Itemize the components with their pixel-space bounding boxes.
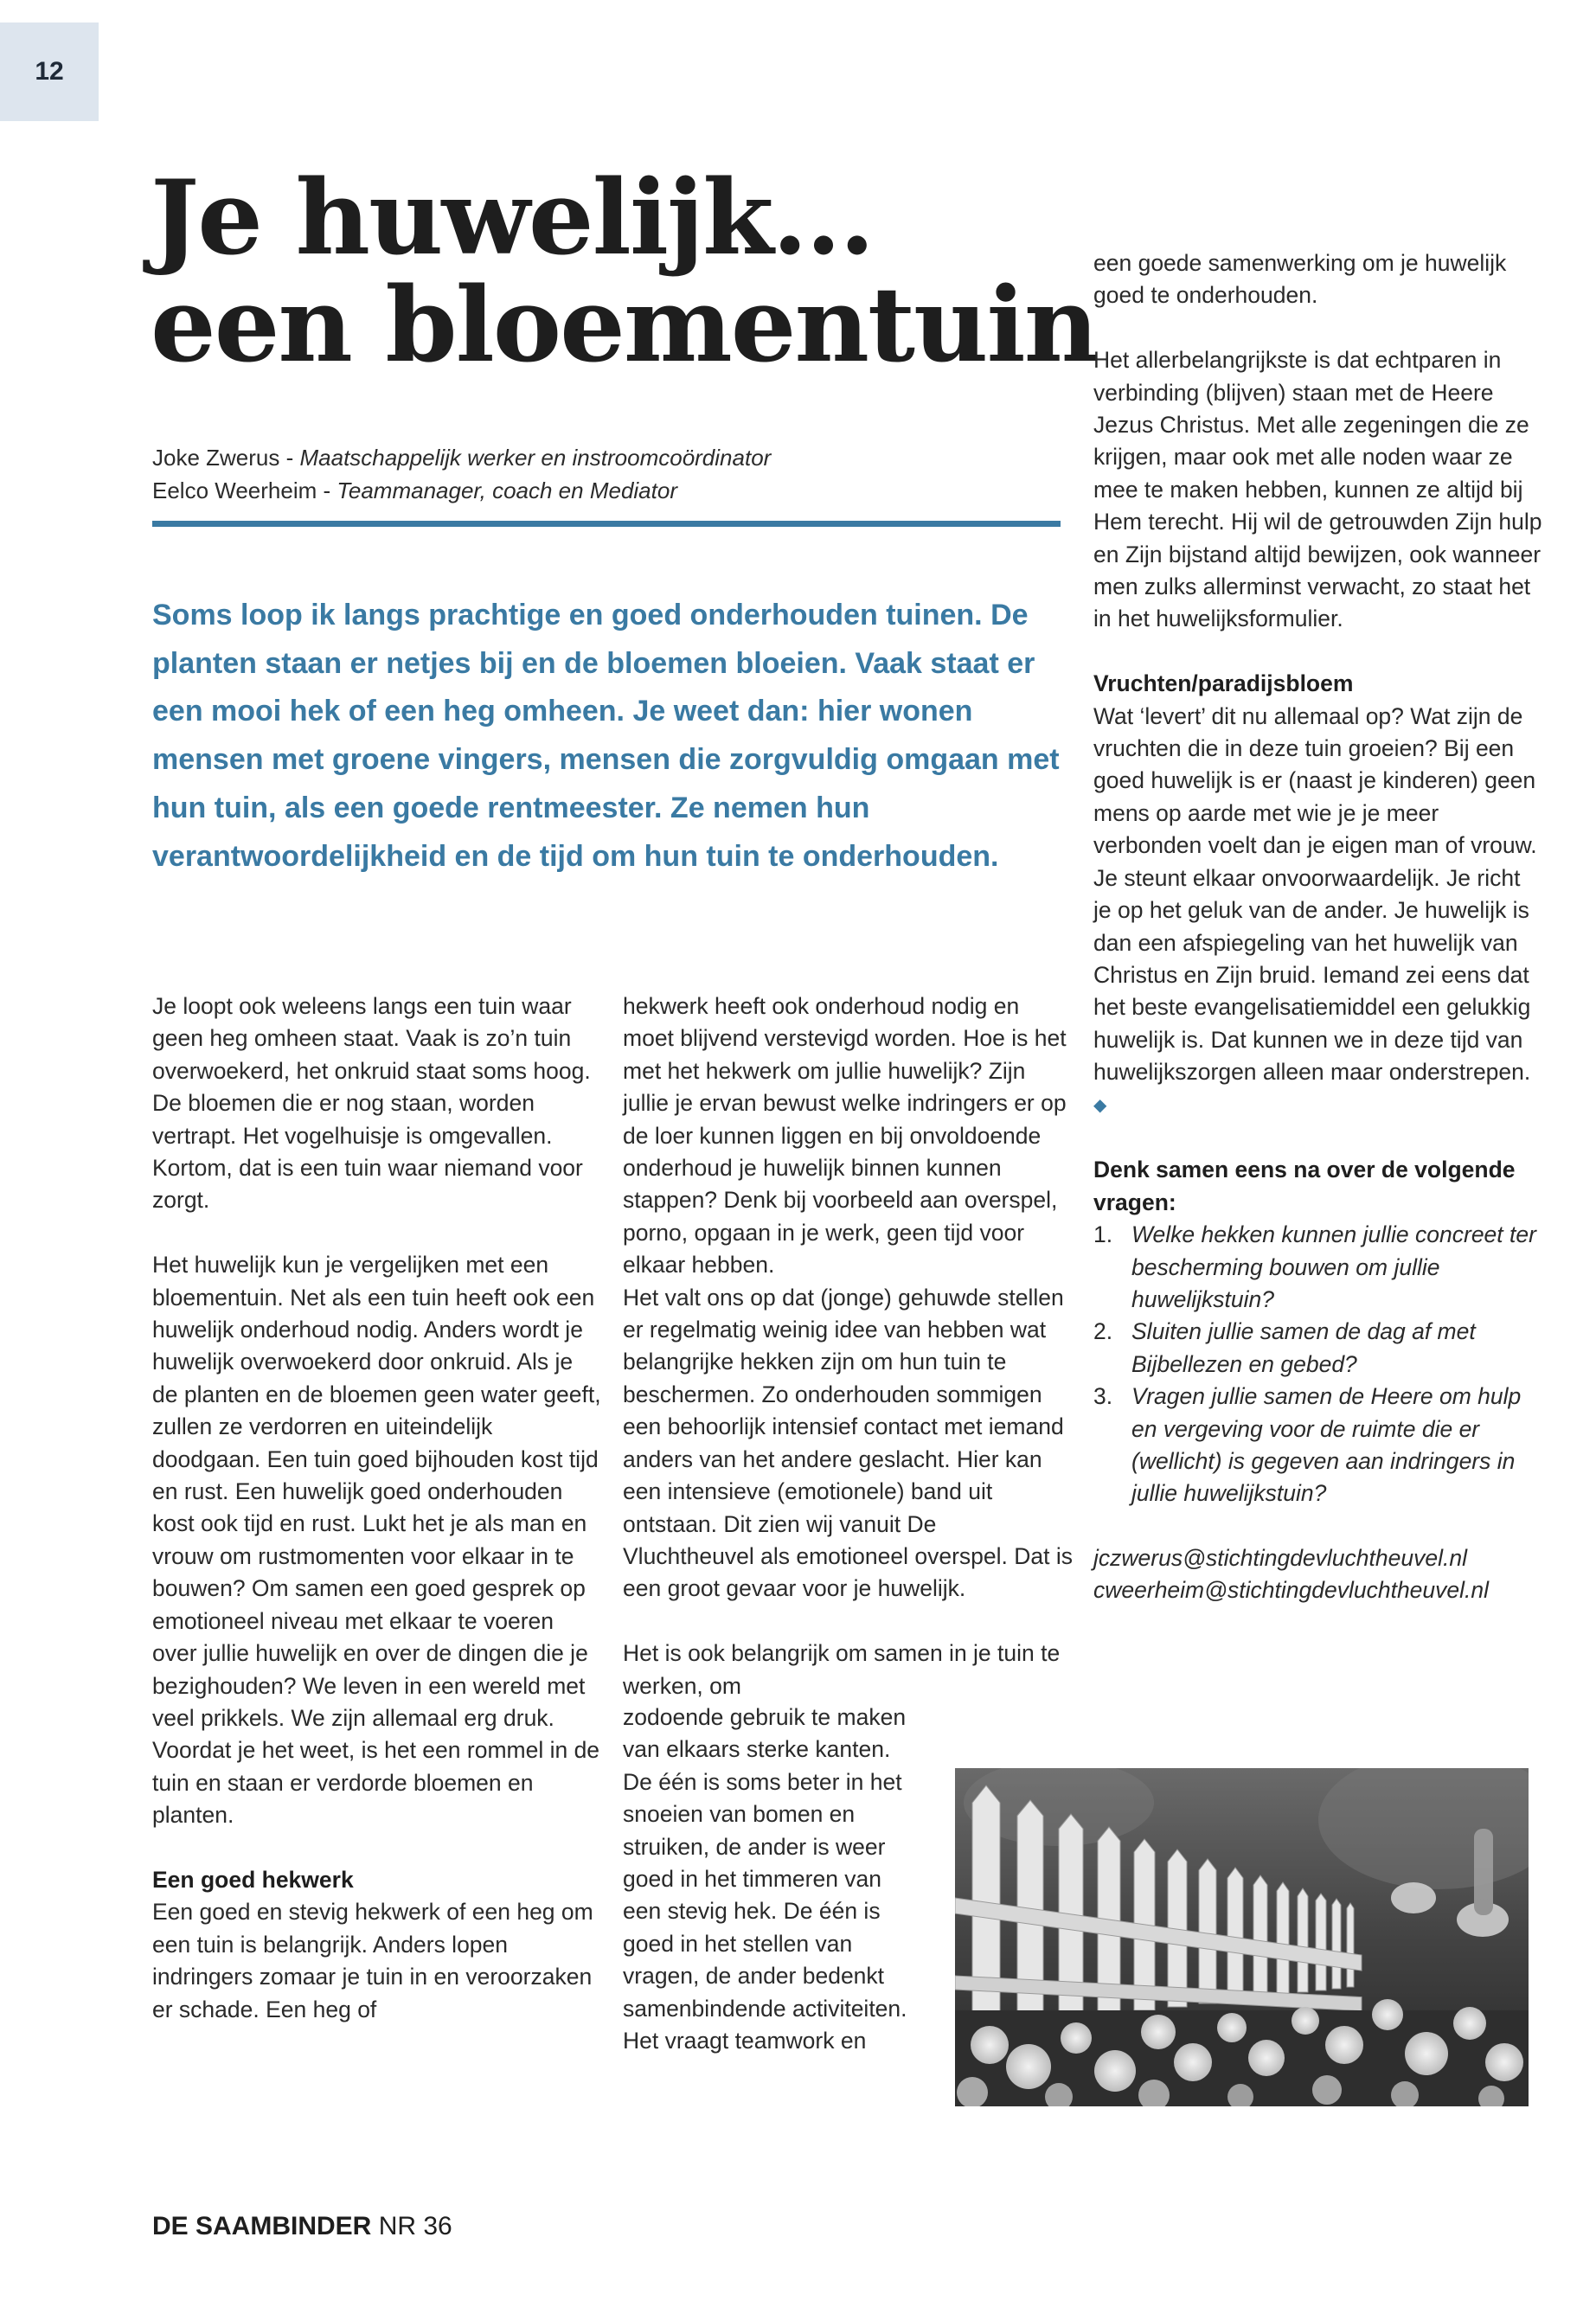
column-1: [152, 990, 602, 2026]
email-link-2[interactable]: cweerheim@stichtingdevluchtheuvel.nl: [1093, 1577, 1490, 1604]
question-text: Vragen jullie samen de Heere om hulp en vergeving voor de ruimte die er (wellicht) is gegeven aan indringers in jullie huwelijkstuin?: [1131, 1383, 1522, 1507]
email-link-1[interactable]: jczwerus@stichtingdevluchtheuvel.nl: [1093, 1544, 1467, 1571]
col1-paragraph-3: Een goed en stevig hekwerk of een heg om een tuin is belangrijk. Anders lopen indringers zomaar je tuin in en veroorzaken er schade. Een heg of: [152, 1899, 593, 2022]
col3-heading-2: Denk samen eens na over de volgende vragen:: [1093, 1157, 1516, 1215]
column-3: [1093, 247, 1543, 1607]
flower-bed: [955, 1999, 1529, 2106]
magazine-name: DE SAAMBINDER: [152, 2212, 372, 2240]
col3-paragraph-2: Het allerbelangrijkste is dat echtparen in verbinding (blijven) staan met de Heere Jezus Christus. Met alle zegeningen die ze krijgen, maar ook met alle noden waar ze mee te maken hebben, kunnen ze altijd bij Hem terecht. Hij wil de getrouwden Zijn hulp en Zijn bijstand altijd bewijzen, ook wanneer men zulks allerminst verwacht, zo staat het in het huwelijksformulier.: [1093, 347, 1542, 632]
header-divider: [152, 521, 1061, 527]
author-1-name: Joke Zwerus -: [152, 445, 300, 471]
col2-paragraph-3a: Het is ook belangrijk om samen in je tuin te werken, om: [623, 1640, 1061, 1699]
question-item: [1093, 1219, 1543, 1316]
question-number: 1.: [1093, 1221, 1113, 1248]
author-credits: [152, 441, 771, 507]
col1-heading: Een goed hekwerk: [152, 1866, 354, 1893]
question-item: [1093, 1381, 1543, 1510]
author-2: [152, 474, 771, 507]
fence-flowers-photo: [955, 1768, 1529, 2106]
title-line-2: een bloementuin: [151, 265, 1098, 386]
question-text: Sluiten jullie samen de dag af met Bijbellezen en gebed?: [1131, 1318, 1476, 1377]
intro-lead: Soms loop ik langs prachtige en goed onderhouden tuinen. De planten staan er netjes bij en de bloemen bloeien. Vaak staat er een mooi hek of een heg omheen. Je weet dan: hier wonen mensen met groene vingers, mensen die zorgvuldig omgaan met hun tuin, als een goede rentmeester. Ze nemen hun verantwoordelijkheid en de tijd om hun tuin te onderhouden.: [152, 599, 1060, 873]
col3-paragraph-1: een goede samenwerking om je huwelijk goed te onderhouden.: [1093, 250, 1507, 309]
question-item: [1093, 1316, 1543, 1381]
contact-emails: [1093, 1542, 1543, 1607]
question-text: Welke hekken kunnen jullie concreet ter bescherming bouwen om jullie huwelijkstuin?: [1131, 1221, 1536, 1312]
fence-flowers-illustration: [955, 1768, 1529, 2106]
col2-paragraph-3b: zodoende gebruik te maken van elkaars sterke kanten. De één is soms beter in het snoeien van bomen en struiken, de ander is weer goed in het timmeren van een stevig hek. De één is goed in het stellen van vragen, de ander bedenkt samenbindende activiteiten. Het vraagt teamwork en: [623, 1704, 907, 2054]
col2-paragraph-1: hekwerk heeft ook onderhoud nodig en moet blijvend verstevigd worden. Hoe is het met het hekwerk om jullie huwelijk? Zijn jullie je ervan bewust welke indringers er op de loer kunnen liggen en bij onvoldoende onderhoud je huwelijk binnen kunnen stappen? Denk bij voorbeeld aan overspel, porno, opgaan in je werk, geen tijd voor elkaar hebben.: [623, 993, 1067, 1279]
col2-paragraph-2: Het valt ons op dat (jonge) gehuwde stellen er regelmatig weinig idee van hebben wat belangrijke hekken zijn om hun tuin te beschermen. Zo onderhouden sommigen een behoorlijk intensief contact met iemand anders van het andere geslacht. Hier kan een intensieve (emotionele) band uit ontstaan. Dit zien wij vanuit De Vluchtheuvel als emotioneel overspel. Dat is een groot gevaar voor je huwelijk.: [623, 1284, 1073, 1602]
question-list: [1093, 1219, 1543, 1510]
author-2-name: Eelco Weerheim -: [152, 478, 337, 503]
column-2-wrap: [623, 1702, 926, 2057]
col1-paragraph-2: Het huwelijk kun je vergelijken met een bloementuin. Net als een tuin heeft ook een huwelijk onderhoud nodig. Anders wordt je huwelijk overwoekerd door onkruid. Als je de planten en de bloemen geen water geeft, zullen ze verdorren en uiteindelijk doodgaan. Een tuin goed bijhouden kost tijd en rust. Een huwelijk goed onderhouden kost ook tijd en rust. Lukt het je als man en vrouw om rustmomenten voor elkaar in te bouwen? Om samen een goed gesprek op emotioneel niveau met elkaar te voeren over jullie huwelijk en over de dingen die je bezighouden? We leven in een wereld met veel prikkels. We zijn allemaal erg druk. Voordat je het weet, is het een rommel in de tuin en staan er verdorde bloemen en planten.: [152, 1252, 601, 1829]
end-mark-icon: ◆: [1093, 1095, 1107, 1115]
magazine-footer: [152, 2212, 452, 2241]
page-number: 12: [0, 22, 99, 121]
title-line-1: Je huwelijk…: [151, 157, 874, 279]
column-2: [623, 990, 1073, 1702]
col1-paragraph-1: Je loopt ook weleens langs een tuin waar geen heg omheen staat. Vaak is zo’n tuin overwoekerd, het onkruid staat soms hoog. De bloemen die er nog staan, worden vertrapt. Het vogelhuisje is omgevallen. Kortom, dat is een tuin waar niemand voor zorgt.: [152, 993, 591, 1214]
author-1: [152, 441, 771, 474]
issue-number: NR 36: [371, 2212, 452, 2240]
question-number: 2.: [1093, 1318, 1113, 1345]
question-number: 3.: [1093, 1383, 1113, 1410]
author-2-role: Teammanager, coach en Mediator: [337, 478, 677, 503]
col3-paragraph-3-text: Wat ‘levert’ dit nu allemaal op? Wat zijn de vruchten die in deze tuin groeien? Bij een goed huwelijk is er (naast je kinderen) geen mens op aarde met wie je je meer verbonden voelt dan je eigen man of vrouw. Je steunt elkaar onvoorwaardelijk. Je richt je op het geluk van de ander. Je huwelijk is dan een afspiegeling van het huwelijk van Christus en Zijn bruid. Iemand zei eens dat het beste evangelisatiemiddel een gelukkig huwelijk is. Dat kunnen we in deze tijd van huwelijkszorgen alleen maar onderstrepen.: [1093, 702, 1537, 1086]
col3-paragraph-3: [1093, 701, 1543, 1122]
col3-heading-1: Vruchten/paradijsbloem: [1093, 670, 1354, 697]
article-title: [151, 157, 1098, 386]
author-1-role: Maatschappelijk werker en instroomcoördinator: [299, 445, 772, 471]
